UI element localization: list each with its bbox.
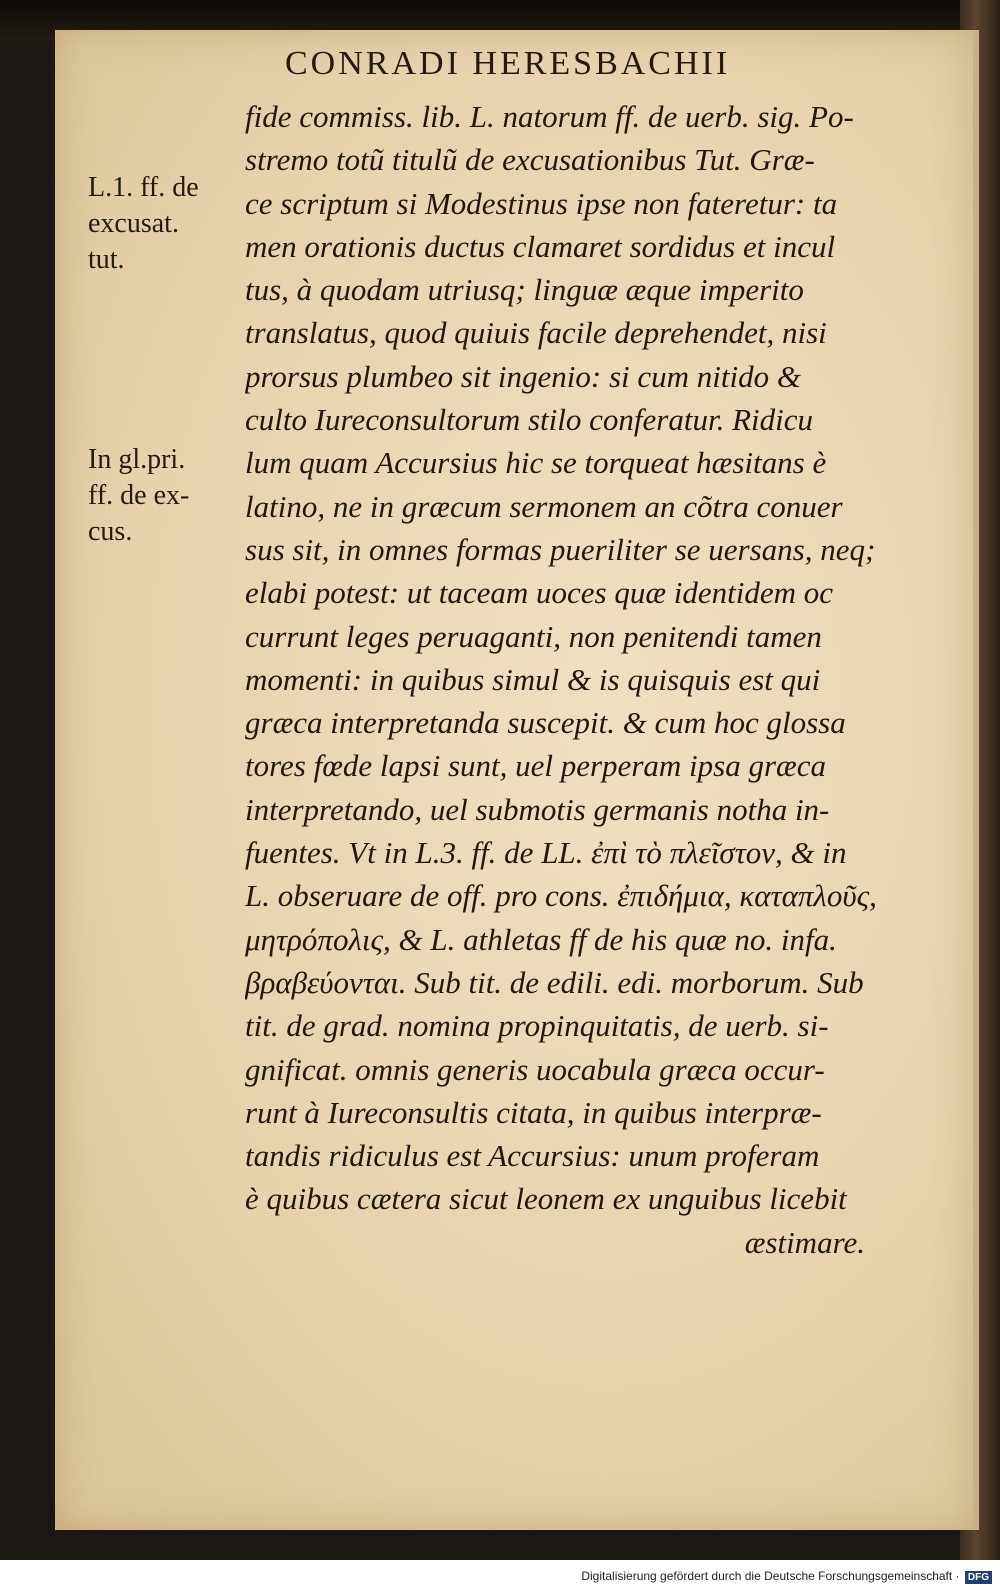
running-header: CONRADI HERESBACHII bbox=[285, 45, 731, 82]
margin-note-line: cus. bbox=[88, 516, 133, 547]
text-line: fuentes. Vt in L.3. ff. de LL. ἐπὶ τὸ πλεῖστον, & in bbox=[245, 835, 847, 871]
text-line: tit. de grad. nomina propinquitatis, de uerb. si- bbox=[245, 1008, 829, 1044]
text-line: sus sit, in omnes formas pueriliter se uersans, neq; bbox=[245, 531, 876, 567]
text-line: fide commiss. lib. L. natorum ff. de uerb. sig. Po- bbox=[245, 99, 854, 134]
text-line-final: æstimare. bbox=[744, 1224, 865, 1260]
text-line: currunt leges peruaganti, non penitendi tamen bbox=[245, 618, 822, 654]
text-line: culto Iureconsultorum stilo conferatur. Ridicu bbox=[245, 402, 813, 438]
text-line: tus, à quodam utriusq; linguæ æque imperito bbox=[245, 272, 804, 308]
margin-note-line: excusat. bbox=[88, 208, 179, 239]
text-line: stremo totũ titulũ de excusationibus Tut. Græ- bbox=[245, 142, 815, 178]
margin-note-line: ff. de ex- bbox=[88, 480, 190, 511]
text-line: runt à Iureconsultis citata, in quibus interpræ- bbox=[245, 1094, 822, 1130]
text-line: interpretando, uel submotis germanis notha in- bbox=[245, 791, 830, 827]
text-line: ce scriptum si Modestinus ipse non fateretur: ta bbox=[245, 185, 838, 221]
text-line: tores fœde lapsi sunt, uel perperam ipsa græca bbox=[245, 748, 826, 784]
margin-note-excusat bbox=[88, 170, 248, 278]
margin-note-line: tut. bbox=[88, 244, 125, 275]
text-line: græca interpretanda suscepit. & cum hoc glossa bbox=[245, 705, 846, 741]
text-line: μητρόπολις, & L. athletas ff de his quæ no. infa. bbox=[245, 921, 837, 957]
body-text bbox=[245, 95, 885, 1264]
margin-note-line: L.1. ff. de bbox=[88, 172, 199, 203]
margin-note-line: In gl.pri. bbox=[88, 444, 186, 475]
text-line: gnificat. omnis generis uocabula græca occur- bbox=[245, 1051, 825, 1087]
text-line: men orationis ductus clamaret sordidus et incul bbox=[245, 228, 836, 264]
text-line: L. obseruare de off. pro cons. ἐπιδήμια, καταπλοῦς, bbox=[245, 878, 877, 914]
text-line: momenti: in quibus simul & is quisquis est qui bbox=[245, 661, 821, 697]
text-line: translatus, quod quiuis facile deprehendet, nisi bbox=[245, 315, 827, 351]
text-line: tandis ridiculus est Accursius: unum proferam bbox=[245, 1138, 820, 1174]
text-line: è quibus cætera sicut leonem ex unguibus licebit bbox=[245, 1181, 847, 1217]
text-line: prorsus plumbeo sit ingenio: si cum nitido & bbox=[245, 358, 801, 394]
text-line: latino, ne in græcum sermonem an cõtra conuer bbox=[245, 488, 843, 524]
credit-text: Digitalisierung gefördert durch die Deutsche Forschungsgemeinschaft · bbox=[581, 1569, 960, 1583]
dfg-logo: DFG bbox=[965, 1571, 992, 1584]
text-line: elabi potest: ut taceam uoces quæ identidem oc bbox=[245, 575, 834, 611]
text-line: lum quam Accursius hic se torqueat hæsitans è bbox=[245, 445, 827, 481]
digitization-credit bbox=[581, 1569, 992, 1584]
text-line: βραβεύονται. Sub tit. de edili. edi. morborum. Sub bbox=[245, 964, 864, 1000]
margin-note-glossa bbox=[88, 442, 248, 550]
